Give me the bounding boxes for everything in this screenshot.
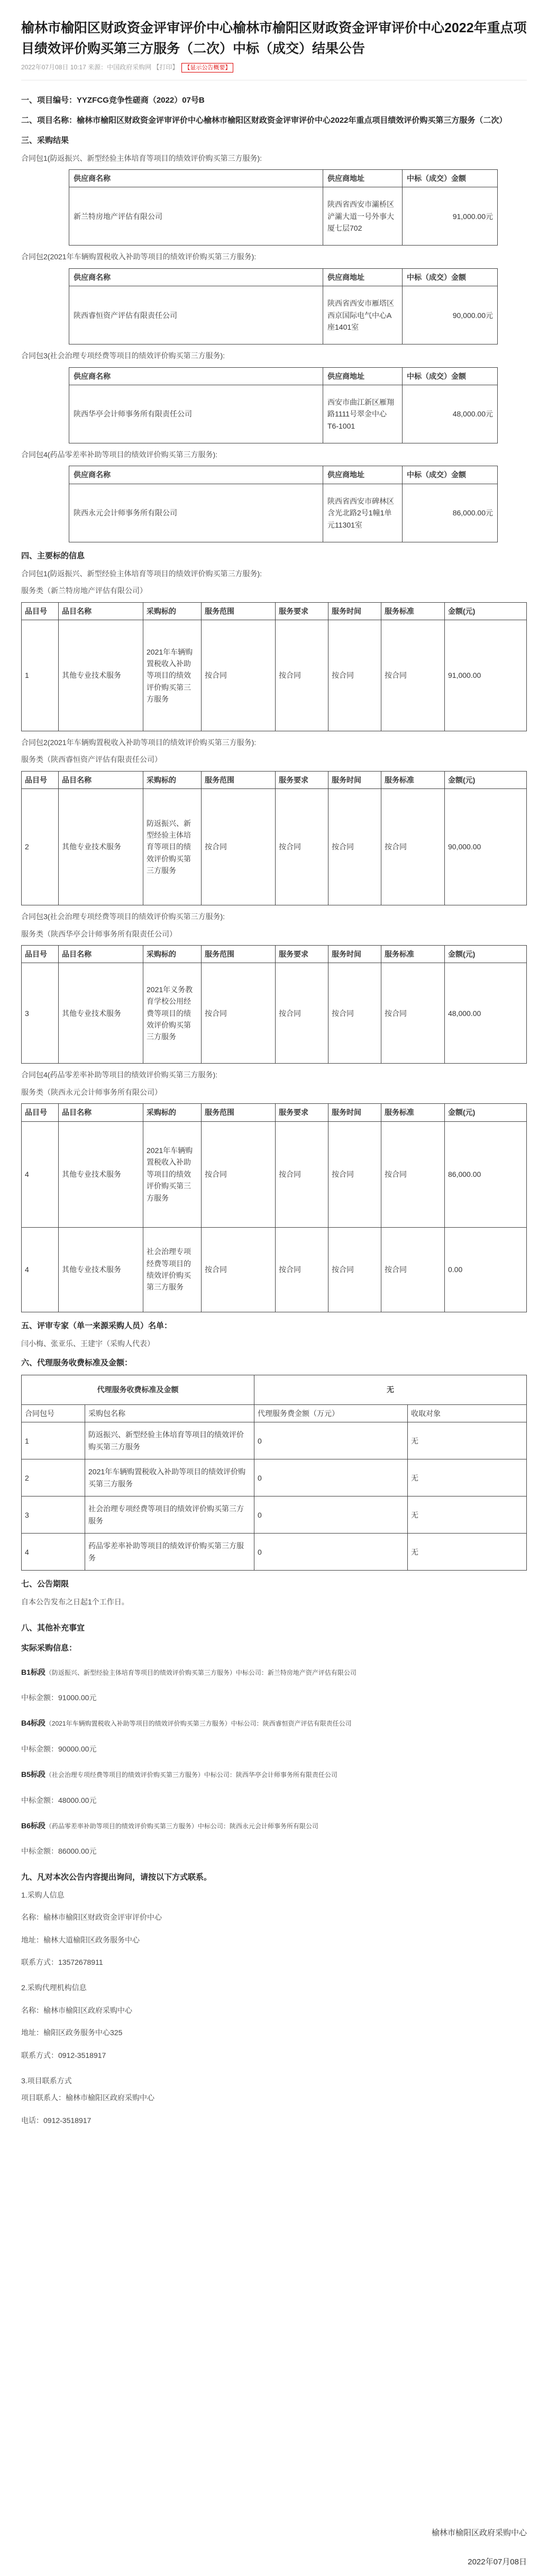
supplier-amount: 91,000.00元	[403, 187, 498, 246]
footer-date: 2022年07月08日	[468, 2557, 527, 2566]
cell-scope: 按合同	[202, 1121, 276, 1227]
contact-agency-address: 地址：榆阳区政务服务中心325	[21, 2028, 123, 2037]
col-fee-amt: 代理服务费金额（万元）	[254, 1404, 408, 1422]
extra-item	[21, 1717, 527, 1729]
col-std: 服务标准	[381, 945, 445, 963]
section-extra: 八、其他补充事宜	[21, 1623, 85, 1632]
group-lead: 合同包2(2021年车辆购置税收入补助等项目的绩效评价购买第三方服务):	[21, 738, 257, 747]
cell-cat: 其他专业技术服务	[59, 1227, 143, 1312]
summary-toggle-button[interactable]: 【显示公告概要】	[181, 63, 233, 72]
supplier-name: 新兰特房地产评估有限公司	[69, 187, 323, 246]
extra-label: B4标段	[21, 1719, 45, 1728]
cell-scope: 按合同	[202, 620, 276, 731]
supplier-amount: 90,000.00元	[403, 286, 498, 344]
col-supplier-addr: 供应商地址	[323, 466, 403, 484]
extra-label: B5标段	[21, 1770, 45, 1779]
main-info-table	[21, 945, 527, 1064]
col-req: 服务要求	[276, 945, 328, 963]
col-amt: 金额(元)	[445, 602, 527, 620]
col-supplier-addr: 供应商地址	[323, 170, 403, 187]
contact-project-person: 项目联系人：榆林市榆阳区政府采购中心	[21, 2093, 154, 2102]
fee-head: 代理服务收费标准及金额	[22, 1375, 254, 1404]
col-std: 服务标准	[381, 602, 445, 620]
pack-lead: 合同包4(药品零差率补助等项目的绩效评价购买第三方服务):	[21, 450, 217, 459]
pack-lead: 合同包1(防返振兴、新型经验主体培育等项目的绩效评价购买第三方服务):	[21, 153, 262, 162]
cell-amt: 48,000.00	[445, 963, 527, 1064]
fee-amt: 0	[254, 1496, 408, 1534]
fee-amt: 0	[254, 1534, 408, 1571]
col-supplier-amount: 中标（成交）金额	[403, 268, 498, 286]
fee-name: 防返振兴、新型经验主体培育等项目的绩效评价购买第三方服务	[85, 1422, 254, 1459]
section-fee: 六、代理服务收费标准及金额：	[21, 1358, 133, 1367]
cell-req: 按合同	[276, 1227, 328, 1312]
extra-item	[21, 1820, 527, 1831]
cell-std: 按合同	[381, 789, 445, 905]
cell-time: 按合同	[328, 963, 381, 1064]
fee-none: 无	[254, 1375, 527, 1404]
section-period: 七、公告期限	[21, 1580, 69, 1589]
cell-time: 按合同	[328, 789, 381, 905]
group-lead: 合同包1(防返振兴、新型经验主体培育等项目的绩效评价购买第三方服务):	[21, 569, 262, 578]
cell-obj: 2021年车辆购置税收入补助等项目的绩效评价购买第三方服务	[143, 1121, 202, 1227]
contact-agency-name: 名称：榆林市榆阳区政府采购中心	[21, 2006, 132, 2015]
col-scope: 服务范围	[202, 1104, 276, 1121]
page-title: 榆林市榆阳区财政资金评审评价中心榆林市榆阳区财政资金评审评价中心2022年重点项目绩效评价购买第三方服务（二次）中标（成交）结果公告	[21, 21, 527, 56]
supplier-table	[69, 367, 498, 443]
pack-lead: 合同包3(社会治理专项经费等项目的绩效评价购买第三方服务):	[21, 351, 225, 360]
pack-lead: 合同包2(2021年车辆购置税收入补助等项目的绩效评价购买第三方服务):	[21, 252, 257, 261]
supplier-name: 陕西华亭会计师事务所有限责任公司	[69, 385, 323, 443]
supplier-address: 陕西省西安市雁塔区西京国际电气中心A座1401室	[323, 286, 403, 344]
col-scope: 服务范围	[202, 771, 276, 788]
supplier-table	[69, 466, 498, 542]
cell-time: 按合同	[328, 1121, 381, 1227]
cell-amt: 91,000.00	[445, 620, 527, 731]
cell-std: 按合同	[381, 1121, 445, 1227]
col-supplier-name: 供应商名称	[69, 367, 323, 385]
cell-no: 2	[22, 789, 59, 905]
experts-list: 闫小梅、张亚乐、王建宇（采购人代表）	[21, 1339, 154, 1348]
extra-amount: 中标金额：86000.00元	[21, 1847, 97, 1856]
cell-std: 按合同	[381, 620, 445, 731]
extra-text: （防返振兴、新型经验主体培育等项目的绩效评价购买第三方服务）中标公司：新兰特房地产资产评估有限公司	[45, 1668, 357, 1676]
service-type: 服务类（新兰特房地产评估有限公司）	[21, 586, 147, 595]
fee-no: 3	[22, 1496, 85, 1534]
supplier-name: 陕西永元会计师事务所有限公司	[69, 484, 323, 542]
section-result: 三、采购结果	[21, 135, 69, 145]
col-time: 服务时间	[328, 945, 381, 963]
col-fee-obj: 收取对象	[408, 1404, 527, 1422]
group-lead: 合同包3(社会治理专项经费等项目的绩效评价购买第三方服务):	[21, 912, 225, 921]
contact-agency-phone: 联系方式：0912-3518917	[21, 2051, 106, 2060]
contact-purchaser-phone: 联系方式：13572678911	[21, 1957, 103, 1966]
col-cat: 品目名称	[59, 602, 143, 620]
cell-req: 按合同	[276, 789, 328, 905]
fee-table	[21, 1375, 527, 1571]
supplier-address: 陕西省西安市灞桥区浐灞大道一号外事大厦七层702	[323, 187, 403, 246]
group-lead: 合同包4(药品零差率补助等项目的绩效评价购买第三方服务):	[21, 1071, 217, 1080]
main-info-table	[21, 1103, 527, 1312]
col-supplier-amount: 中标（成交）金额	[403, 367, 498, 385]
fee-amt: 0	[254, 1459, 408, 1496]
col-req: 服务要求	[276, 602, 328, 620]
cell-obj: 2021年车辆购置税收入补助等项目的绩效评价购买第三方服务	[143, 620, 202, 731]
cell-scope: 按合同	[202, 789, 276, 905]
col-obj: 采购标的	[143, 1104, 202, 1121]
supplier-table	[69, 268, 498, 344]
cell-amt: 0.00	[445, 1227, 527, 1312]
fee-name: 2021年车辆购置税收入补助等项目的绩效评价购买第三方服务	[85, 1459, 254, 1496]
fee-amt: 0	[254, 1422, 408, 1459]
col-time: 服务时间	[328, 1104, 381, 1121]
cell-std: 按合同	[381, 1227, 445, 1312]
service-type: 服务类（陕西睿恒资产评估有限责任公司）	[21, 755, 162, 764]
cell-req: 按合同	[276, 620, 328, 731]
supplier-amount: 86,000.00元	[403, 484, 498, 542]
contact-purchaser-title: 1.采购人信息	[21, 1890, 65, 1899]
cell-req: 按合同	[276, 1121, 328, 1227]
section-experts: 五、评审专家（单一来源采购人员）名单：	[21, 1321, 172, 1330]
extra-label: B6标段	[21, 1821, 45, 1830]
extra-text: （药品零差率补助等项目的绩效评价购买第三方服务）中标公司：陕西永元会计师事务所有限公司	[45, 1822, 318, 1830]
col-time: 服务时间	[328, 602, 381, 620]
col-obj: 采购标的	[143, 945, 202, 963]
cell-no: 4	[22, 1227, 59, 1312]
col-cat: 品目名称	[59, 945, 143, 963]
fee-no: 1	[22, 1422, 85, 1459]
supplier-table	[69, 169, 498, 246]
cell-no: 1	[22, 620, 59, 731]
project-name: 二、项目名称：榆林市榆阳区财政资金评审评价中心榆林市榆阳区财政资金评审评价中心2022年重点项目绩效评价购买第三方服务（二次）	[21, 115, 507, 125]
col-req: 服务要求	[276, 771, 328, 788]
cell-cat: 其他专业技术服务	[59, 620, 143, 731]
col-supplier-amount: 中标（成交）金额	[403, 466, 498, 484]
main-info-table	[21, 771, 527, 905]
extra-amount: 中标金额：91000.00元	[21, 1693, 97, 1702]
cell-amt: 86,000.00	[445, 1121, 527, 1227]
col-cat: 品目名称	[59, 771, 143, 788]
col-amt: 金额(元)	[445, 945, 527, 963]
service-type: 服务类（陕西华亭会计师事务所有限责任公司）	[21, 929, 177, 938]
col-no: 品目号	[22, 771, 59, 788]
col-obj: 采购标的	[143, 602, 202, 620]
fee-obj: 无	[408, 1422, 527, 1459]
cell-time: 按合同	[328, 620, 381, 731]
cell-obj: 社会治理专项经费等项目的绩效评价购买第三方服务	[143, 1227, 202, 1312]
col-no: 品目号	[22, 1104, 59, 1121]
col-supplier-name: 供应商名称	[69, 170, 323, 187]
cell-scope: 按合同	[202, 963, 276, 1064]
supplier-address: 陕西省西安市碑林区含光北路2号1幢1单元11301室	[323, 484, 403, 542]
col-cat: 品目名称	[59, 1104, 143, 1121]
cell-cat: 其他专业技术服务	[59, 789, 143, 905]
contact-purchaser-name: 名称：榆林市榆阳区财政资金评审评价中心	[21, 1913, 162, 1922]
fee-no: 4	[22, 1534, 85, 1571]
col-scope: 服务范围	[202, 602, 276, 620]
fee-no: 2	[22, 1459, 85, 1496]
fee-obj: 无	[408, 1534, 527, 1571]
extra-amount: 中标金额：48000.00元	[21, 1795, 97, 1804]
publish-meta	[21, 62, 527, 80]
cell-obj: 防返振兴、新型经验主体培育等项目的绩效评价购买第三方服务	[143, 789, 202, 905]
supplier-name: 陕西睿恒资产评估有限责任公司	[69, 286, 323, 344]
extra-text: （社会治理专项经费等项目的绩效评价购买第三方服务）中标公司：陕西华亭会计师事务所有限责任公司	[45, 1771, 337, 1779]
project-number: 一、项目编号：YYZFCG竞争性磋商（2022）07号B	[21, 95, 205, 105]
extra-item	[21, 1768, 527, 1780]
col-std: 服务标准	[381, 1104, 445, 1121]
col-scope: 服务范围	[202, 945, 276, 963]
extra-label: B1标段	[21, 1667, 45, 1676]
meta-text: 2022年07月08日 10:17 来源：中国政府采购网 【打印】	[21, 63, 179, 71]
col-supplier-addr: 供应商地址	[323, 367, 403, 385]
fee-name: 社会治理专项经费等项目的绩效评价购买第三方服务	[85, 1496, 254, 1534]
cell-std: 按合同	[381, 963, 445, 1064]
col-supplier-name: 供应商名称	[69, 466, 323, 484]
extra-item	[21, 1666, 527, 1678]
cell-time: 按合同	[328, 1227, 381, 1312]
col-obj: 采购标的	[143, 771, 202, 788]
col-supplier-amount: 中标（成交）金额	[403, 170, 498, 187]
col-no: 品目号	[22, 602, 59, 620]
cell-req: 按合同	[276, 963, 328, 1064]
col-supplier-addr: 供应商地址	[323, 268, 403, 286]
col-std: 服务标准	[381, 771, 445, 788]
contact-purchaser-address: 地址：榆林大道榆阳区政务服务中心	[21, 1935, 140, 1944]
main-info-table	[21, 602, 527, 731]
section-contact: 九、凡对本次公告内容提出询问，请按以下方式联系。	[21, 1872, 212, 1882]
cell-obj: 2021年义务教育学校公用经费等项目的绩效评价购买第三方服务	[143, 963, 202, 1064]
cell-cat: 其他专业技术服务	[59, 1121, 143, 1227]
period-text: 自本公告发布之日起1个工作日。	[21, 1598, 129, 1607]
cell-no: 4	[22, 1121, 59, 1227]
cell-amt: 90,000.00	[445, 789, 527, 905]
fee-name: 药品零差率补助等项目的绩效评价购买第三方服务	[85, 1534, 254, 1571]
col-fee-name: 采购包名称	[85, 1404, 254, 1422]
col-fee-no: 合同包号	[22, 1404, 85, 1422]
col-amt: 金额(元)	[445, 1104, 527, 1121]
extra-amount: 中标金额：90000.00元	[21, 1744, 97, 1753]
extra-sub: 实际采购信息：	[21, 1643, 77, 1653]
supplier-amount: 48,000.00元	[403, 385, 498, 443]
cell-no: 3	[22, 963, 59, 1064]
cell-scope: 按合同	[202, 1227, 276, 1312]
col-time: 服务时间	[328, 771, 381, 788]
contact-project-title: 3.项目联系方式	[21, 2076, 72, 2085]
cell-cat: 其他专业技术服务	[59, 963, 143, 1064]
footer-org: 榆林市榆阳区政府采购中心	[431, 2528, 527, 2537]
section-main-info: 四、主要标的信息	[21, 551, 85, 560]
fee-obj: 无	[408, 1459, 527, 1496]
contact-agency-title: 2.采购代理机构信息	[21, 1983, 87, 1992]
fee-obj: 无	[408, 1496, 527, 1534]
service-type: 服务类（陕西永元会计师事务所有限公司）	[21, 1087, 162, 1096]
supplier-address: 西安市曲江新区雁翔路1111号翠金中心T6-1001	[323, 385, 403, 443]
extra-text: （2021年车辆购置税收入补助等项目的绩效评价购买第三方服务）中标公司：陕西睿恒资产评估有限责任公司	[45, 1720, 352, 1728]
col-supplier-name: 供应商名称	[69, 268, 323, 286]
col-no: 品目号	[22, 945, 59, 963]
col-req: 服务要求	[276, 1104, 328, 1121]
contact-project-phone: 电话：0912-3518917	[21, 2116, 92, 2125]
col-amt: 金额(元)	[445, 771, 527, 788]
